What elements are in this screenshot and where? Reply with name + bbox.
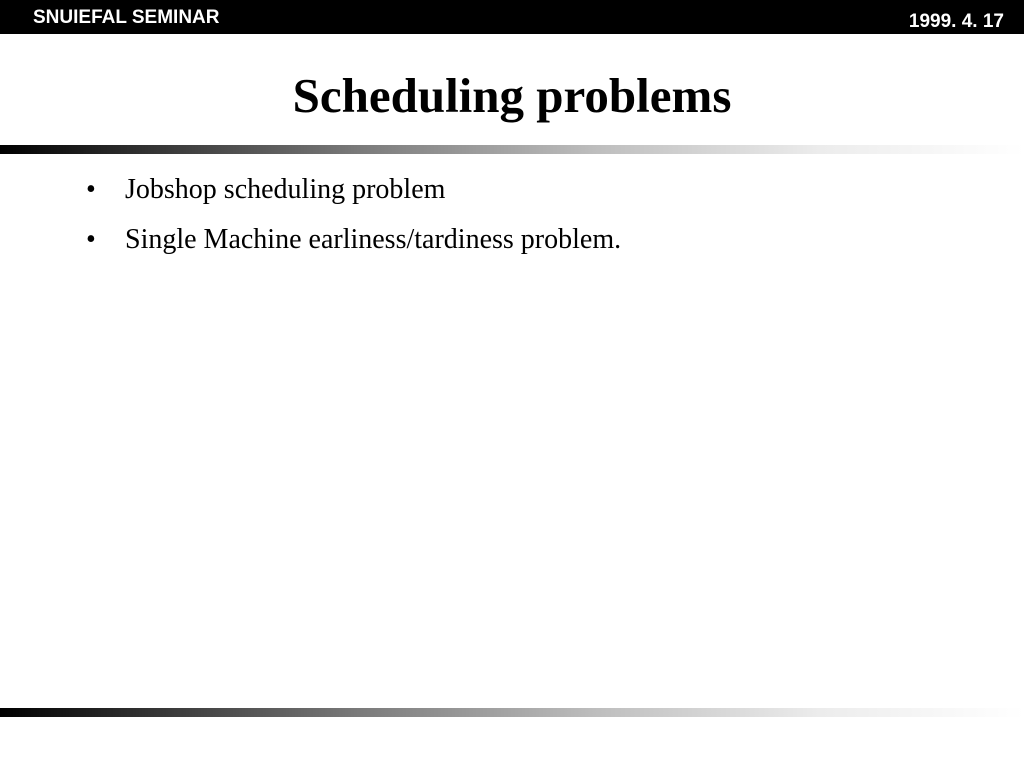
bullet-text: Jobshop scheduling problem	[125, 174, 446, 205]
header-date: 1999. 4. 17	[908, 11, 1004, 32]
bullet-item	[86, 218, 621, 262]
bullet-list	[86, 168, 621, 268]
bullet-icon: •	[86, 174, 96, 205]
bullet-text: Single Machine earliness/tardiness problem.	[125, 224, 622, 255]
bullet-icon: •	[86, 224, 96, 255]
header-seminar-name: SNUIEFAL SEMINAR	[33, 7, 220, 28]
slide-title: Scheduling problems	[292, 68, 732, 123]
footer-divider	[0, 708, 1024, 717]
title-divider	[0, 145, 1024, 154]
header-bar	[0, 0, 1024, 34]
bullet-item	[86, 168, 621, 212]
